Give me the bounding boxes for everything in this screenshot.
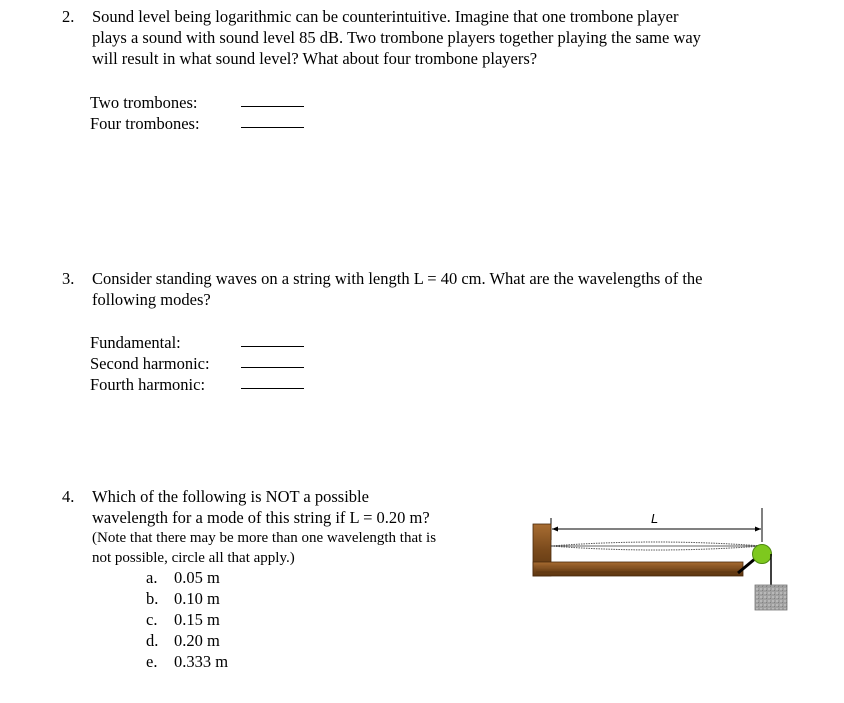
q3-answers bbox=[90, 332, 320, 395]
answer-blank[interactable] bbox=[241, 367, 304, 368]
question-number: 2. bbox=[62, 7, 75, 26]
question-2 bbox=[62, 6, 822, 69]
answer-blank[interactable] bbox=[241, 127, 304, 128]
option-text: 0.05 m bbox=[174, 568, 220, 587]
option-letter: d. bbox=[146, 631, 159, 650]
option-c[interactable] bbox=[146, 609, 228, 630]
option-text: 0.10 m bbox=[174, 589, 220, 608]
option-a[interactable] bbox=[146, 567, 228, 588]
question-3 bbox=[62, 268, 822, 310]
answer-row bbox=[90, 353, 320, 374]
pulley-icon bbox=[753, 545, 772, 564]
arrowhead-right-icon bbox=[755, 527, 761, 532]
hanging-weight bbox=[755, 585, 787, 610]
option-e[interactable] bbox=[146, 651, 228, 672]
option-text: 0.333 m bbox=[174, 652, 229, 671]
question-number: 3. bbox=[62, 269, 75, 288]
question-note: (Note that there may be more than one wavelength that is bbox=[92, 530, 437, 546]
q2-answers bbox=[90, 92, 320, 134]
option-text: 0.20 m bbox=[174, 631, 220, 650]
question-4 bbox=[62, 486, 492, 568]
question-line: Consider standing waves on a string with length L = 40 cm. What are the wavelengths of the bbox=[92, 269, 703, 288]
answer-blank[interactable] bbox=[241, 106, 304, 107]
question-note: not possible, circle all that apply.) bbox=[92, 550, 295, 566]
answer-blank[interactable] bbox=[241, 346, 304, 347]
question-line: plays a sound with sound level 85 dB. Two trombone players together playing the same way bbox=[92, 28, 701, 47]
question-line: will result in what sound level? What about four trombone players? bbox=[92, 49, 538, 68]
answer-label: Four trombones: bbox=[90, 114, 200, 133]
arrowhead-left-icon bbox=[552, 527, 558, 532]
question-text bbox=[92, 268, 822, 310]
question-line: following modes? bbox=[92, 290, 211, 309]
option-letter: b. bbox=[146, 589, 159, 608]
option-text: 0.15 m bbox=[174, 610, 220, 629]
answer-blank[interactable] bbox=[241, 388, 304, 389]
answer-label: Fourth harmonic: bbox=[90, 375, 206, 394]
q4-options bbox=[146, 567, 228, 672]
board-base bbox=[533, 562, 743, 576]
answer-row bbox=[90, 374, 320, 395]
question-text bbox=[92, 486, 492, 568]
length-label: L bbox=[651, 511, 659, 526]
answer-row bbox=[90, 113, 320, 134]
string-apparatus-figure bbox=[528, 500, 790, 615]
question-line: Sound level being logarithmic can be counterintuitive. Imagine that one trombone player bbox=[92, 7, 679, 26]
standing-wave-string bbox=[551, 542, 762, 550]
question-line: Which of the following is NOT a possible bbox=[92, 487, 369, 506]
answer-row bbox=[90, 92, 320, 113]
answer-row bbox=[90, 332, 320, 353]
answer-label: Fundamental: bbox=[90, 333, 181, 352]
length-dimension bbox=[551, 508, 762, 542]
option-b[interactable] bbox=[146, 588, 228, 609]
question-text bbox=[92, 6, 822, 69]
option-d[interactable] bbox=[146, 630, 228, 651]
answer-label: Two trombones: bbox=[90, 93, 198, 112]
question-number: 4. bbox=[62, 487, 75, 506]
option-letter: a. bbox=[146, 568, 158, 587]
question-line: wavelength for a mode of this string if L = 0.20 m? bbox=[92, 508, 430, 527]
answer-label: Second harmonic: bbox=[90, 354, 210, 373]
option-letter: e. bbox=[146, 652, 158, 671]
option-letter: c. bbox=[146, 610, 158, 629]
